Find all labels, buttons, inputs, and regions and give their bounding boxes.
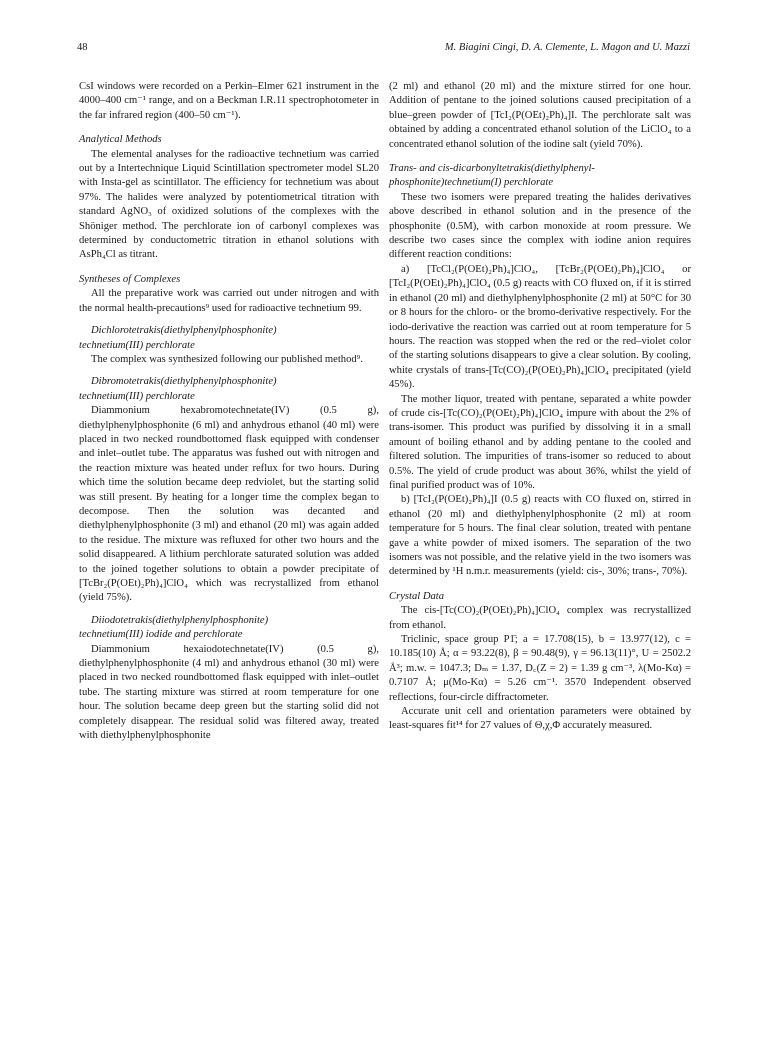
analytical-methods-paragraph: The elemental analyses for the radioactive technetium was carried out by a Intertechnique Liquid Scintillation spectrometer model SL20 with Insta-gel as scintillator. The efficiency for technetium was about 97%. The halides were analyzed by potentiometrical titration with standard AgNO₃ of oxidized solutions of the complexes with the Shöniger method. The perchlorate ion of carbonyl complexes was determined by conductometric titration in ethanol solutions with AsPh₄Cl as titrant. [79,148,379,261]
left-column [79,80,379,743]
heading-analytical-methods: Analytical Methods [79,134,162,146]
diiodo-paragraph: Diammonium hexaiodotechnetate(IV) (0.5 g), diethylphenylphosphonite (4 ml) and anhydrous ethanol (30 ml) were placed in two necked roundbottomed flask equipped with inlet–outlet tube. The starting mixture was stirred at room temperature for one hour. The solution became deep green but the starting solid did not completely disappear. The residual solid was filtered away, treated with diethylphenylphosphonite [79,643,379,742]
mother-liquor-paragraph: The mother liquor, treated with pentane, separated a white powder of crude cis-[Tc(CO)₂(P(OEt)₂Ph)₄]ClO₄ impure with about the 2% of trans-isomer. This product was purified by dissolving it in a small amount of boiling ethanol and by adding pentane to the cooled and filtered solution. The impurities of trans-isomer so reduced to about 0.5%. The yield of crude product was about 36%, whilst the yield of final purified product was of 10%. [389,393,691,491]
running-head: M. Biagini Cingi, D. A. Clemente, L. Magon and U. Mazzi [444,42,690,53]
heading-dichloro-line1: Dichlorotetrakis(diethylphenylphosphonite) [91,325,277,337]
heading-dicarbonyl-line1: Trans- and cis-dicarbonyltetrakis(diethylphenyl- [389,163,595,175]
heading-dichloro-line2: technetium(III) perchlorate [79,339,195,351]
dicarbonyl-paragraph: These two isomers were prepared treating the halides derivatives above described in ethanol solution and in the presence of the phosphonite (0.5M), with carbon monoxide at room pressure. We describe two cases since the complex with iodine anion requires different reaction conditions: [389,191,691,261]
page-number: 48 [77,42,88,53]
case-b-paragraph: b) [TcI₂(P(OEt)₂Ph)₄]I (0.5 g) reacts with CO fluxed on, stirred in ethanol (20 ml) and diethylphenylphosphonite (2 ml) at room temperature for 5 hours. The final clear solution, treated with pentane gave a white powder of mixed isomers. The separation of the two isomers was not possible, and the relative yield in the two isomers was determined by ¹H n.m.r. measurements (yield: cis-, 30%; trans-, 70%). [389,494,691,578]
heading-dibromo-line2: technetium(III) perchlorate [79,390,195,402]
heading-dibromo-line1: Dibromotetrakis(diethylphenylphosphonite) [91,376,277,388]
triclinic-paragraph: Triclinic, space group P1̄; a = 17.708(15), b = 13.977(12), c = 10.185(10) Å; α = 93.22(8), β = 90.48(9), γ = 96.13(11)°, U = 2502.2 Å³; m.w. = 1047.3; Dₘ = 1.37, D꜀(Z = 2) = 1.39 g cm⁻³, λ(Mo-Kα) = 0.7107 Å; μ(Mo-Kα) = 5.26 cm⁻¹. 3570 Independent observed reflections, four-circle diffractometer. [389,634,691,703]
crystal-paragraph: The cis-[Tc(CO)₂(P(OEt)₂Ph)₄]ClO₄ complex was recrystallized from ethanol. [389,605,691,631]
heading-dicarbonyl-line2: phosphonite)technetium(I) perchlorate [389,177,554,189]
heading-syntheses: Syntheses of Complexes [79,273,181,285]
right-column [389,80,691,734]
heading-diiodo-line1: Diiodotetrakis(diethylphenylphosphonite) [91,614,269,626]
continued-paragraph: (2 ml) and ethanol (20 ml) and the mixture stirred for one hour. Addition of pentane to the joined solutions caused precipitation of a blue–green powder of [TcI₂(P(OEt)₂Ph)₄]I. The perchlorate salt was obtained by adding a concentrated ethanol solution of the LiClO₄ to a concentrated ethanol solution of the iodine salt (yield 70%). [389,81,691,150]
dichloro-paragraph: The complex was synthesized following our published method⁹. [91,353,364,365]
intro-paragraph: CsI windows were recorded on a Perkin–Elmer 621 instrument in the 4000–400 cm⁻¹ range, and on a Beckman I.R.11 spectrophotometer in the far infrared region (400–50 cm⁻¹). [79,81,379,121]
case-a-paragraph: a) [TcCl₂(P(OEt)₂Ph)₄]ClO₄, [TcBr₂(P(OEt)₂Ph)₄]ClO₄ or [TcI₂(P(OEt)₂Ph)₄]ClO₄ (0.5 g) reacts with CO fluxed on, if it is stirred in ethanol (20 ml) and diethylphenylphosphonite (2 ml) at 50°C for 30 or 8 hours for the chloro- or the bromo-derivative respectively. For the iodo-derivative the reaction was carried out at room temperature for 5 hours. The reaction was stopped when the red or the red–violet color of the starting solutions disappears to give a clear solution. By cooling, white crystals of trans-[Tc(CO)₂(P(OEt)₂Ph)₄]ClO₄ precipitated (yield 45%). [389,263,691,391]
accurate-cell-paragraph: Accurate unit cell and orientation parameters were obtained by least-squares fit¹⁴ for 27 values of Θ,χ,Φ accurately measured. [389,706,691,732]
heading-crystal-data: Crystal Data [389,590,445,602]
page-header [77,42,690,58]
syntheses-paragraph: All the preparative work was carried out under nitrogen and with the normal health-precautions⁹ used for radioactive technetium 99. [79,288,379,314]
heading-diiodo-line2: technetium(III) iodide and perchlorate [79,629,243,641]
dibromo-paragraph: Diammonium hexabromotechnetate(IV) (0.5 g), diethylphenylphosphonite (6 ml) and anhydrous ethanol (40 ml) were placed in two necked roundbottomed flask equipped with condenser and inlet–outlet tube. The apparatus was fushed out with nitrogen and the reaction mixture was heated under reflux for two hours. During which time the solution became deep redviolet, but the starting solid was still present. By heating for a longer time the complex began to decompose. Then the solution was decanted and diethylphenylphosphonite (3 ml) and ethanol (20 ml) was again added to the residue. The mixture was refluxed for other two hours and the solid disappeared. A lithium perchlorate saturated solution was added to the joined together solutions to obtain a powder precipitate of [TcBr₂(P(OEt)₂Ph)₄]ClO₄ which was recrystallized from ethanol (yield 75%). [79,405,379,604]
